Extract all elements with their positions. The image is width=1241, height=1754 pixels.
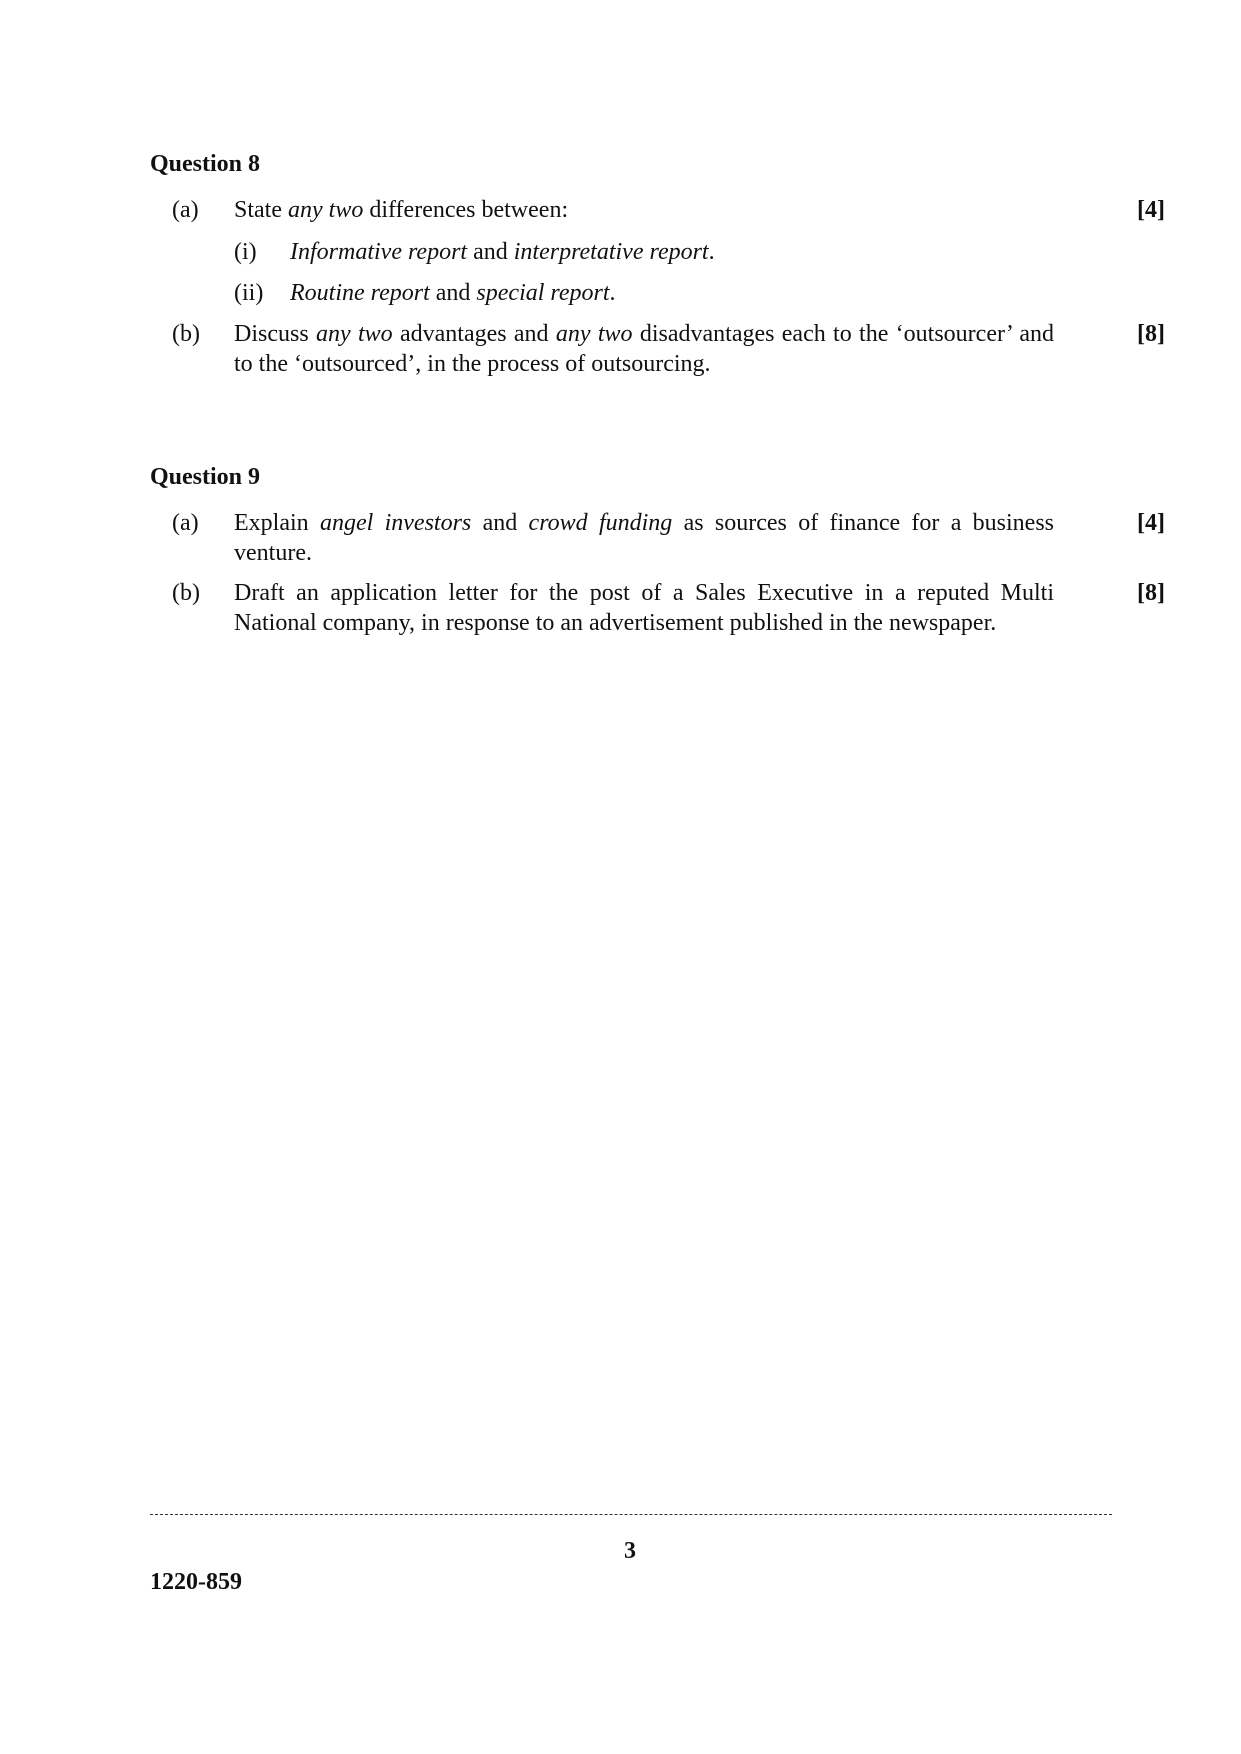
question-9a-marks: [4] bbox=[1137, 510, 1165, 536]
text-run: and bbox=[429, 280, 477, 306]
text-run: . bbox=[708, 239, 715, 265]
text-run: Discuss bbox=[234, 321, 316, 347]
text-run: differences between: bbox=[363, 197, 569, 223]
text-run: and bbox=[471, 510, 529, 536]
question-9a-text bbox=[234, 508, 1054, 568]
text-run: State bbox=[234, 197, 288, 223]
paper-code: 1220-859 bbox=[150, 1569, 242, 1595]
emphasis-text: special report bbox=[476, 280, 610, 306]
emphasis-text: crowd funding bbox=[528, 510, 673, 536]
footer-separator bbox=[150, 1514, 1112, 1515]
text-run: and bbox=[467, 239, 514, 265]
emphasis-text: any two bbox=[316, 321, 393, 347]
question-8-title: Question 8 bbox=[150, 151, 261, 177]
question-9b-marks: [8] bbox=[1137, 580, 1165, 606]
question-8a-marks: [4] bbox=[1137, 197, 1165, 223]
emphasis-text: angel investors bbox=[319, 510, 472, 536]
question-8b-marks: [8] bbox=[1137, 321, 1165, 347]
question-9b-label: (b) bbox=[172, 580, 200, 606]
question-8a-ii-text bbox=[290, 278, 1070, 308]
question-8a-text bbox=[234, 195, 1054, 225]
text-run: . bbox=[609, 280, 616, 306]
question-8a-i-text bbox=[290, 237, 1070, 267]
emphasis-text: any two bbox=[555, 321, 633, 347]
question-8a-i-label: (i) bbox=[234, 239, 257, 265]
emphasis-text: interpretative report bbox=[513, 239, 709, 265]
question-8a-ii-label: (ii) bbox=[234, 280, 264, 306]
question-9a-label: (a) bbox=[172, 510, 199, 536]
question-8b-text bbox=[234, 319, 1054, 379]
emphasis-text: Informative report bbox=[290, 239, 468, 265]
page-number: 3 bbox=[624, 1538, 636, 1564]
text-run: as sources of finance for a business venture. bbox=[234, 510, 1055, 566]
question-8a-label: (a) bbox=[172, 197, 199, 223]
emphasis-text: Routine report bbox=[290, 280, 430, 306]
text-run: disadvantages each to the ‘outsourcer’ and to the ‘outsourced’, in the process of outsourcing. bbox=[234, 321, 1055, 377]
question-8b-label: (b) bbox=[172, 321, 200, 347]
emphasis-text: any two bbox=[288, 197, 364, 223]
text-run: Explain bbox=[234, 510, 320, 536]
question-9b-text: Draft an application letter for the post of a Sales Executive in a reputed Multi National company, in response to an advertisement published in the newspaper. bbox=[234, 580, 1054, 636]
question-9-title: Question 9 bbox=[150, 464, 261, 490]
text-run: advantages and bbox=[392, 321, 556, 347]
